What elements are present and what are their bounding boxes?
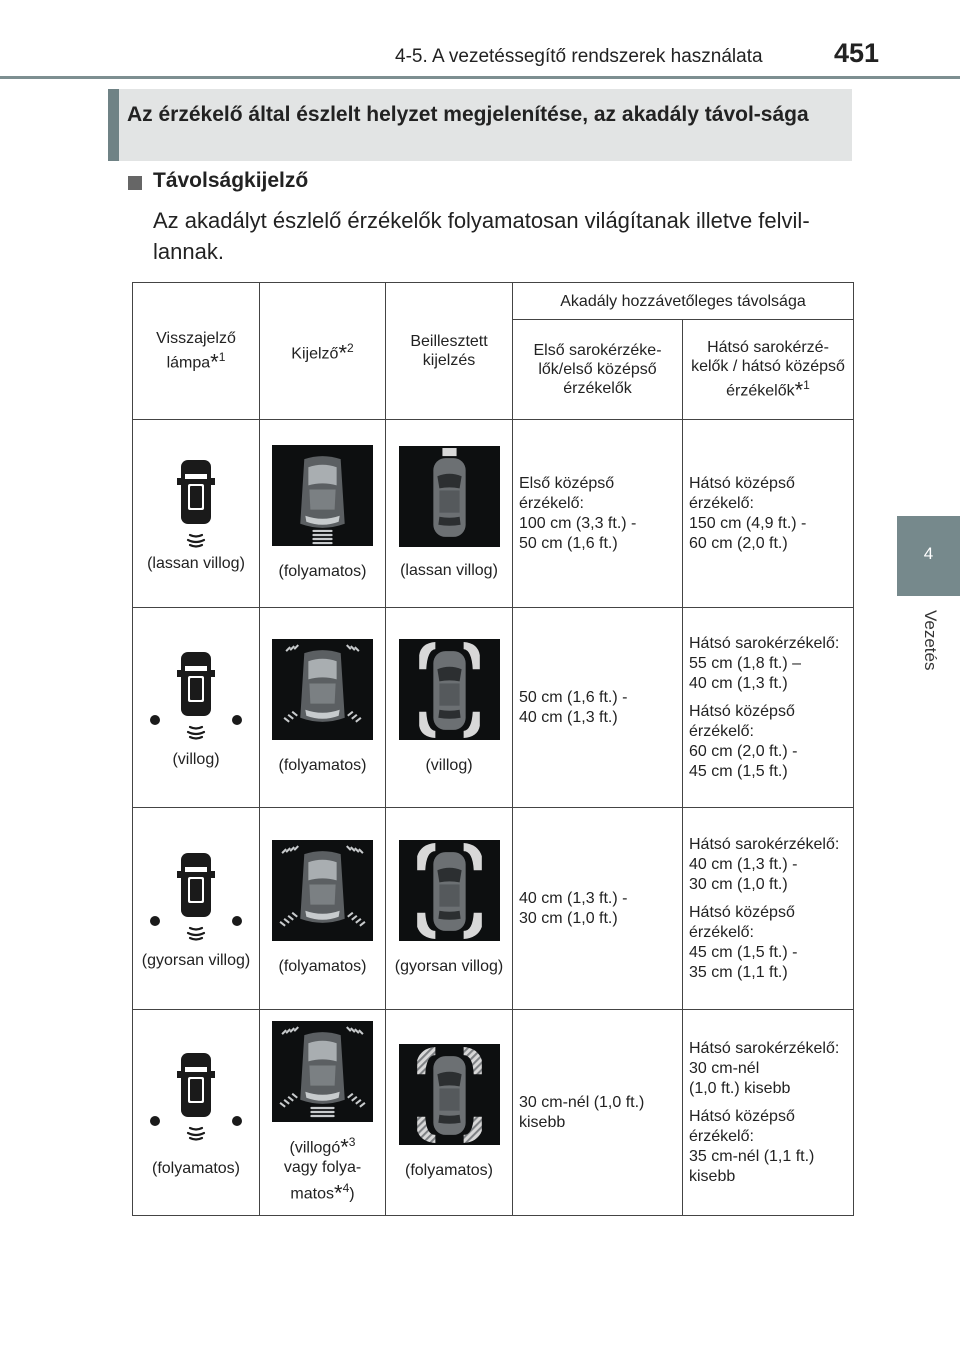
rear-corner-distance	[689, 634, 847, 694]
table-row	[133, 608, 854, 808]
rear-center-distance	[689, 702, 847, 782]
section-title: Az érzékelő által észlelt helyzet megjelenítése, az akadály távol-sága	[127, 103, 809, 126]
footnote-star: *	[334, 1180, 343, 1206]
text-line: Első középső érzékelő:	[519, 474, 615, 512]
running-header-title: 4-5. A vezetéssegítő rendszerek használata	[395, 46, 763, 67]
text-line: 40 cm (1,3 ft.) -	[689, 855, 798, 873]
display-caption: (folyamatos)	[278, 757, 367, 774]
display-cell	[260, 420, 386, 608]
text-line: Hátsó középső érzékelő:	[689, 903, 795, 941]
chapter-label-wrap	[918, 610, 940, 690]
text-line: kisebb	[519, 1113, 566, 1131]
footnote-star: *	[338, 340, 347, 366]
rear-distance-cell	[683, 608, 854, 808]
inset-caption: (folyamatos)	[404, 1162, 494, 1179]
display-cell	[260, 608, 386, 808]
front-distance-cell	[513, 420, 683, 608]
text-line: 100 cm (3,3 ft.) -	[519, 514, 637, 532]
display-cell	[260, 1010, 386, 1216]
text-line: 60 cm (2,0 ft.) -	[689, 742, 798, 760]
text-line: 35 cm (1,1 ft.)	[689, 963, 788, 981]
front-distance	[519, 1093, 676, 1133]
header-display	[260, 283, 386, 420]
display-caption: (folyamatos)	[278, 563, 367, 580]
sonar-waves-icon	[188, 1128, 204, 1140]
sensor-dot-icon	[232, 1116, 242, 1126]
display-car	[300, 851, 344, 923]
inset-caption: (lassan villog)	[400, 562, 498, 579]
inset-cell	[386, 420, 513, 608]
lamp-cell	[133, 808, 260, 1010]
rear-corner-distance	[689, 835, 847, 895]
rear-distance-cell	[683, 420, 854, 608]
display-car	[300, 650, 344, 722]
text-line: 60 cm (2,0 ft.)	[689, 534, 788, 552]
text-line: kisebb	[689, 1167, 736, 1185]
text-line: 40 cm (1,3 ft.)	[519, 708, 618, 726]
table-row	[133, 420, 854, 608]
section-title-box	[108, 89, 852, 161]
display-car	[300, 456, 344, 528]
car-top-view-icon	[146, 1047, 246, 1147]
text-line: 50 cm (1,6 ft.) -	[519, 688, 628, 706]
rear-distance-cell	[683, 1010, 854, 1216]
inset-cell	[386, 808, 513, 1010]
text-line: 55 cm (1,8 ft.) –	[689, 654, 802, 672]
inset-car-display	[399, 1044, 500, 1145]
front-distance-cell	[513, 608, 683, 808]
inset-car-display	[399, 446, 500, 547]
header-lamp-text: Visszajelző lámpa	[156, 330, 236, 372]
sensor-dot-icon	[150, 916, 160, 926]
car-silhouette	[177, 853, 215, 917]
distance-table	[132, 282, 854, 1216]
lamp-cell	[133, 420, 260, 608]
car-top-view-icon	[146, 646, 246, 746]
text-line: Hátsó sarokérzékelő:	[689, 835, 840, 853]
front-distance-cell	[513, 808, 683, 1010]
footnote-2: 2	[347, 340, 354, 355]
footnote-star: *	[210, 349, 219, 375]
car-top-view-icon	[146, 454, 246, 554]
inset-caption: (gyorsan villog)	[394, 958, 504, 975]
car-silhouette	[177, 1053, 215, 1117]
lamp-caption: (villog)	[172, 750, 220, 768]
header-rear-text: Hátsó sarokérzé-kelők / hátsó középső érzékelők	[691, 339, 845, 400]
sonar-waves-icon	[188, 535, 204, 547]
footnote-3: 3	[348, 1134, 356, 1149]
footnote-star: *	[340, 1134, 349, 1159]
car-silhouette	[177, 652, 215, 716]
rear-center-distance	[689, 1107, 847, 1187]
footnote-1: 1	[218, 350, 226, 365]
header-inset: Beillesztett kijelzés	[386, 283, 513, 420]
display-caption	[260, 1132, 385, 1205]
inset-car	[433, 458, 465, 537]
parking-display-screen	[272, 840, 373, 941]
text-line: 30 cm (1,0 ft.)	[689, 875, 788, 893]
text-line: 45 cm (1,5 ft.)	[689, 762, 788, 780]
parking-display-screen	[272, 445, 373, 546]
inset-car	[433, 852, 465, 931]
text-line: 30 cm (1,0 ft.)	[519, 909, 618, 927]
display-cell	[260, 808, 386, 1010]
text-line: (1,0 ft.) kisebb	[689, 1079, 791, 1097]
caption-part: )	[349, 1185, 355, 1203]
caption-part: vagy folya-matos	[283, 1159, 362, 1203]
header-lamp	[133, 283, 260, 420]
page-number: 451	[834, 38, 880, 68]
square-bullet-icon	[128, 176, 142, 190]
sensor-dot-icon	[150, 715, 160, 725]
inset-caption: (villog)	[425, 757, 473, 774]
table-row	[133, 808, 854, 1010]
rear-distance-cell	[683, 808, 854, 1010]
sensor-dot-icon	[232, 916, 242, 926]
text-line: Hátsó sarokérzékelő:	[689, 634, 840, 652]
rear-distance	[689, 474, 847, 554]
lamp-cell	[133, 608, 260, 808]
car-top-view-icon	[146, 847, 246, 947]
footnote-1: 1	[803, 378, 810, 393]
lamp-caption: (folyamatos)	[151, 1159, 241, 1177]
car-silhouette	[177, 460, 215, 524]
text-line: 45 cm (1,5 ft.) -	[689, 943, 798, 961]
text-line: 50 cm (1,6 ft.)	[519, 534, 618, 552]
rear-center-distance	[689, 903, 847, 983]
table-row	[133, 1010, 854, 1216]
text-line: Hátsó középső érzékelő:	[689, 702, 795, 740]
inset-car	[433, 651, 465, 730]
front-distance	[519, 688, 676, 728]
footnote-4: 4	[342, 1181, 350, 1195]
footnote-star: *	[794, 377, 804, 403]
front-distance	[519, 889, 676, 929]
inset-car-display	[399, 639, 500, 740]
display-caption: (folyamatos)	[278, 958, 367, 975]
text-line: 30 cm-nél (1,0 ft.)	[519, 1093, 645, 1111]
sensor-dot-icon	[232, 715, 242, 725]
sonar-waves-icon	[188, 928, 204, 940]
chapter-tab: 4	[897, 516, 960, 596]
sensor-dot-icon	[150, 1116, 160, 1126]
text-line: 30 cm-nél	[689, 1059, 760, 1077]
inset-cell	[386, 608, 513, 808]
subsection-heading: Távolságkijelző	[153, 169, 309, 192]
header-divider	[0, 76, 960, 79]
inset-car-display	[399, 840, 500, 941]
lamp-caption: (lassan villog)	[147, 554, 245, 572]
parking-display-screen	[272, 1021, 373, 1122]
caption-part: (villogó	[289, 1139, 341, 1156]
parking-display-screen	[272, 639, 373, 740]
text-line: Hátsó középső érzékelő:	[689, 474, 795, 512]
inset-car	[433, 1056, 465, 1135]
header-front: Első sarokérzéke-lők/első középső érzékelők	[513, 320, 683, 420]
text-line: 150 cm (4,9 ft.) -	[689, 514, 807, 532]
rear-corner-distance	[689, 1039, 847, 1099]
front-distance	[519, 474, 676, 554]
chapter-label: Vezetés	[921, 610, 940, 671]
display-car	[300, 1032, 344, 1104]
sonar-waves-icon	[188, 727, 204, 739]
front-distance-cell	[513, 1010, 683, 1216]
text-line: 35 cm-nél (1,1 ft.)	[689, 1147, 815, 1165]
text-line: Hátsó sarokérzékelő:	[689, 1039, 840, 1057]
subsection-body: Az akadályt észlelő érzékelők folyamatosan világítanak illetve felvil-lannak.	[153, 208, 810, 264]
lamp-cell	[133, 1010, 260, 1216]
header-rear	[683, 320, 854, 420]
zone-segment	[442, 448, 456, 456]
text-line: 40 cm (1,3 ft.)	[689, 674, 788, 692]
header-display-text: Kijelző	[291, 345, 339, 363]
text-line: Hátsó középső érzékelő:	[689, 1107, 795, 1145]
text-line: 40 cm (1,3 ft.) -	[519, 889, 628, 907]
header-distance-group: Akadály hozzávetőleges távolsága	[513, 283, 854, 320]
lamp-caption: (gyorsan villog)	[141, 951, 251, 969]
inset-cell	[386, 1010, 513, 1216]
